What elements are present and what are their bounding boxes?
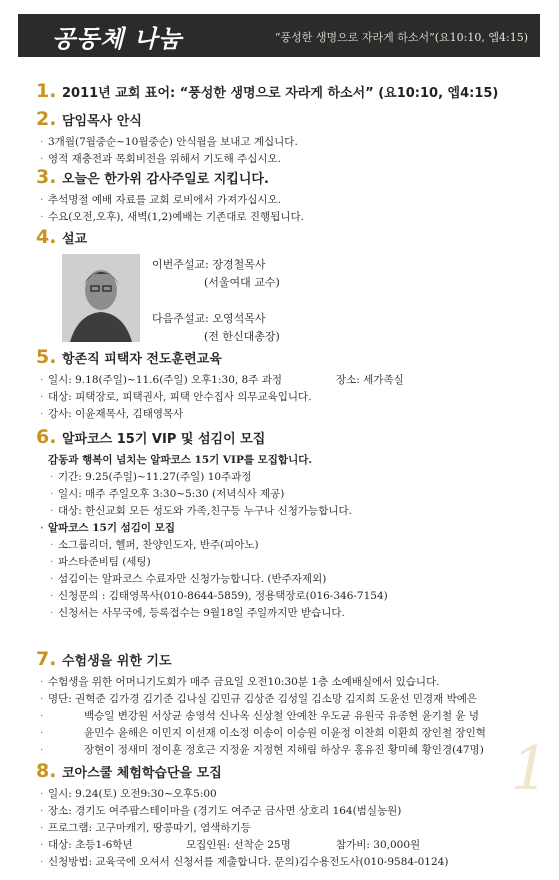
capacity-text: 모집인원: 선착순 25명 — [186, 839, 291, 851]
section-3 — [36, 166, 536, 226]
list-item: · 3개월(7월중순~10월중순) 안식월을 보내고 계십니다. — [36, 134, 536, 151]
section-title: 담임목사 안식 — [62, 114, 142, 129]
section-number: 4. — [36, 226, 57, 248]
list-item — [36, 372, 536, 389]
section-2 — [36, 108, 536, 166]
this-week-affiliation: (서울여대 교수) — [204, 276, 280, 289]
section-8 — [36, 760, 536, 880]
list-item: · 장소: 경기도 여주팜스테이마을 (경기도 여주군 금사면 상호리 164(범실농원) — [36, 803, 536, 820]
fee-text: 참가비: 30,000원 — [336, 839, 421, 851]
section-number: 3. — [36, 166, 57, 188]
section-6 — [36, 426, 536, 648]
list-item: · 기간: 9.25(주일)~11.27(주일) 10주과정 — [36, 469, 536, 486]
list-item: · 일시: 9.24(토) 오전9:30~오후5:00 — [36, 786, 536, 803]
section-title: 오늘은 한가위 감사주일로 지킵니다. — [62, 172, 269, 187]
staff-title: · 알파코스 15기 섬김이 모집 — [36, 520, 536, 537]
section-5 — [36, 346, 536, 426]
announcement-list — [36, 80, 536, 880]
list-item: · 수험생을 위한 어머니기도회가 매주 금요일 오전10:30분 1층 소예배실에서 있습니다. — [36, 674, 536, 691]
section-title: 코아스쿨 체험학습단을 모집 — [62, 766, 222, 781]
list-item: · 파스타준비팀 (세팅) — [36, 554, 536, 571]
schedule-text: 일시: 9.18(주일)~11.6(주일) 오후1:30, 8주 과정 — [48, 374, 282, 386]
section-1 — [36, 80, 536, 108]
section-number: 7. — [36, 648, 57, 670]
page-subtitle: “풍성한 생명으로 자라게 하소서”(요10:10, 엡4:15) — [274, 31, 528, 44]
page-title: 공동체 나눔 — [52, 25, 183, 53]
list-item: · 추석명절 예배 자료를 교회 로비에서 가져가십시오. — [36, 192, 536, 209]
list-item: · 일시: 매주 주일오후 3:30~5:30 (저녁식사 제공) — [36, 486, 536, 503]
list-item: · 섬김이는 알파코스 수료자만 신청가능합니다. (반주자제외) — [36, 571, 536, 588]
section-title: 설교 — [62, 232, 88, 247]
next-week-preacher: 다음주설교: 오영석목사 — [152, 312, 266, 325]
section-7 — [36, 648, 536, 760]
name-list-continued: · 윤민수 윤해은 이민지 이선재 이소정 이송이 이승원 이윤정 이찬희 이환희 장인철 장인혁 — [36, 725, 536, 742]
place-text: 장소: 세가족실 — [336, 374, 404, 386]
list-item: · 신청문의 : 김태영목사(010-8644-5859), 정용택장로(016-346-7154) — [36, 588, 536, 605]
section-number: 5. — [36, 346, 57, 368]
list-item: · 영적 재충전과 목회비전을 위해서 기도해 주십시오. — [36, 151, 536, 168]
list-item — [36, 837, 536, 854]
sermon-block — [62, 252, 536, 348]
list-item: · 대상: 한신교회 모든 성도와 가족,친구등 누구나 신청가능합니다. — [36, 503, 536, 520]
list-item: · 신청방법: 교육국에 오셔서 신청서를 제출합니다. 문의)김수용전도사(010-9584-0124) — [36, 854, 536, 871]
section-title: 2011년 교회 표어: “풍성한 생명으로 자라게 하소서” (요10:10, 엡4:15) — [62, 86, 499, 101]
section-number: 2. — [36, 108, 57, 130]
preacher-photo — [62, 254, 140, 342]
name-list-continued: · 백승일 변강원 서상균 송영석 신나옥 신상철 안예찬 우도균 유원국 유종현 윤기철 윤 녕 — [36, 708, 536, 725]
this-week-preacher: 이번주설교: 장경철목사 — [152, 258, 266, 271]
next-week-affiliation: (전 한신대총장) — [204, 330, 280, 343]
page-number-watermark: 1 — [510, 734, 549, 804]
list-item: · 강사: 이윤재목사, 김태영목사 — [36, 406, 536, 423]
section-number: 1. — [36, 80, 57, 102]
header-banner — [18, 14, 540, 57]
section-title: 알파코스 15기 VIP 및 섬김이 모집 — [62, 432, 266, 447]
section-number: 8. — [36, 760, 57, 782]
list-item: · 명단: 권혁준 김가경 김기준 김나실 김민규 김상준 김성일 김소망 김지희 도윤선 민경재 박예은 — [36, 691, 536, 708]
name-list-continued: · 장현이 정새미 정이훈 정호근 지정윤 지정현 지해림 하상우 홍유진 황미혜 황인경(47명) — [36, 742, 536, 759]
list-item: · 프로그램: 고구마캐기, 땅콩따기, 염색하기등 — [36, 820, 536, 837]
list-item: · 수요(오전,오후), 새벽(1,2)예배는 기존대로 진행됩니다. — [36, 209, 536, 226]
section-title: 항존직 피택자 전도훈련교육 — [62, 352, 222, 367]
section-4 — [36, 226, 536, 346]
list-item: · 신청서는 사무국에, 등록접수는 9월18일 주일까지만 받습니다. — [36, 605, 536, 622]
vip-intro: 감동과 행복이 넘치는 알파코스 15기 VIP를 모집합니다. — [48, 454, 313, 466]
section-title: 수험생을 위한 기도 — [62, 654, 172, 669]
list-item: · 소그룹리더, 헬퍼, 찬양인도자, 반주(피아노) — [36, 537, 536, 554]
target-text: 대상: 초등1-6학년 — [48, 839, 133, 851]
section-number: 6. — [36, 426, 57, 448]
list-item: · 대상: 피택장로, 피택권사, 피택 안수집사 의무교육입니다. — [36, 389, 536, 406]
